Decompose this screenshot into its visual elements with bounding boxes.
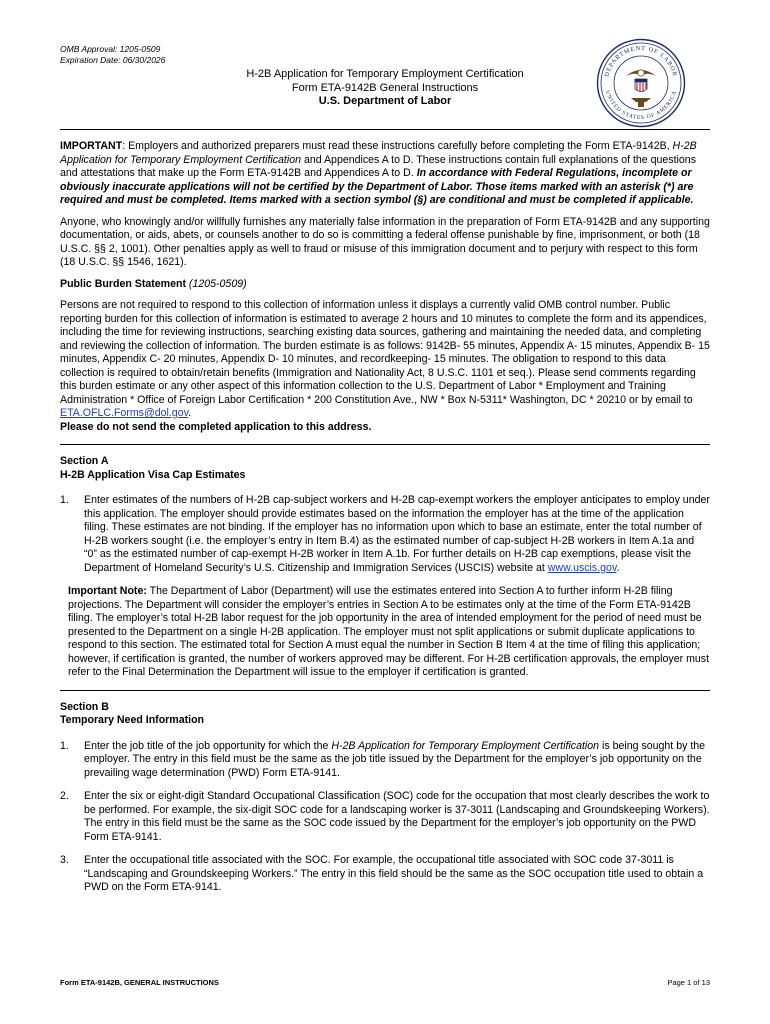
burden-heading	[60, 278, 710, 292]
footer-form-label: Form ETA-9142B, GENERAL INSTRUCTIONS	[60, 978, 219, 987]
item-number: 2.	[60, 790, 69, 802]
item-pre: Enter the job title of the job opportunity for which the	[84, 739, 332, 752]
expiration-date: Expiration Date: 06/30/2026	[60, 55, 166, 65]
section-a-item-1	[60, 494, 710, 575]
burden-text: Persons are not required to respond to this collection of information unless it displays a currently valid OMB control number. Public reporting burden for this collection of information is estimated to average 2 hours and 10 minutes to complete the form and its appendices, including the time for reviewing instructions, searching existing data sources, gathering and maintaining the needed data, and completing and reviewing the collection of information. The burden estimate is as follows: 9142B- 55 minutes, Appendix A- 15 minutes, Appendix B- 15 minutes, Appendix C- 20 minutes, Appendix D- 10 minutes, and recordkeeping- 15 minutes. The obligation to respond to this data collection is required to obtain/retain benefits (Immigration and Nationality Act, 8 U.S.C. 1101 et seq.). Please send comments regarding this burden estimate or any other aspect of this information collection to the U.S. Department of Labor * Employment and Training Administration * Office of Foreign Labor Certification * 200 Constitution Ave., NW * Box N-5311* Washington, DC * 20210 or by email to	[60, 299, 710, 406]
item-body: Enter estimates of the numbers of H-2B cap-subject workers and H-2B cap-exempt workers the employer anticipates to employ under this application. The employer should provide estimates based on the information the employer has at the time of the application filing. These estimates are not binding. If the employer has no information upon which to base an estimate, enter the total number of H-2B workers sought (i.e. the employer’s entry in Item B.4) as the estimated number of cap-subject H-2B workers in Item A.1a and “0” as the estimated number of cap-exempt H-2B worker in Item A.1b. For further details on H-2B cap exemptions, please visit the Department of Homeland Security’s U.S. Citizenship and Immigration Services (USCIS) website at	[84, 494, 710, 574]
svg-text:UNITED STATES OF AMERICA: UNITED STATES OF AMERICA	[603, 90, 679, 122]
burden-after-email: .	[188, 407, 192, 419]
title-line-2: Form ETA-9142B General Instructions	[291, 81, 479, 94]
burden-paragraph	[60, 299, 710, 434]
svg-text:DEPARTMENT OF LABOR: DEPARTMENT OF LABOR	[603, 44, 679, 78]
important-note	[68, 585, 710, 680]
important-note-text: The Department of Labor (Department) will use the estimates entered into Section A to further inform H-2B filing projections. The Department will consider the employer’s entries in Section A to be estimates only at the time of the Form ETA-9142B filing. The employer’s total H-2B labor request for the job opportunity in the area of intended employment for the period of need must be presented to the Department on a single H-2B application. The employer must not split applications or submit duplicate applications to respond to this section. The estimated total for Section A must equal the number in Section B Item 4 at the time of filing this application; however, if certification is granted, the number of workers approved may be different. For H-2B certification approvals, the employer must refer to the Final Determination the Department will issue to the employer if certification is granted.	[68, 585, 710, 678]
section-b-item-2	[60, 790, 710, 844]
important-note-label: Important Note:	[68, 585, 147, 597]
footer-page-number: Page 1 of 13	[667, 978, 710, 987]
item-number: 1.	[60, 739, 69, 752]
uscis-link[interactable]: www.uscis.gov	[547, 561, 617, 574]
section-b-divider	[60, 690, 710, 691]
section-b-label: Section B	[60, 700, 109, 713]
section-a-heading	[60, 455, 710, 482]
item-text: Enter the six or eight-digit Standard Occupational Classification (SOC) code for the occupation that most clearly describes the work to be performed. For example, the six-digit SOC code for a landscaping worker is 37-3011 (Landscaping and Groundskeeping Workers). The entry in this field must be the same as the SOC code issued by the Department for the employer’s job opportunity on the PWD Form ETA-9141.	[84, 790, 710, 843]
title-line-1: H-2B Application for Temporary Employment Certification	[246, 68, 524, 80]
burden-heading-label: Public Burden Statement	[60, 277, 186, 290]
section-b-heading	[60, 701, 710, 728]
important-bold-text: In accordance with Federal Regulations, incomplete or obviously inaccurate applications will not be certified by the Department of Labor. Those items marked with an asterisk (*) are required and must be completed. Items marked with a section symbol (§) are conditional and must be completed if applicable.	[60, 167, 694, 206]
item-number: 3.	[60, 854, 69, 866]
important-text-2: and Appendices A to D. These instructions contain full explanations of the questions and attestations that make up the Form ETA-9142B and Appendices A to D.	[60, 153, 696, 179]
item-end: .	[616, 561, 620, 574]
burden-code: (1205-0509)	[188, 277, 247, 290]
section-a-title: H-2B Application Visa Cap Estimates	[60, 468, 246, 481]
important-label: IMPORTANT	[60, 140, 123, 152]
section-a-label: Section A	[60, 455, 109, 467]
burden-bold-note: Please do not send the completed application to this address.	[60, 420, 372, 433]
important-form-name: H-2B Application for Temporary Employment Certification	[60, 140, 697, 166]
important-paragraph	[60, 140, 710, 208]
title-line-3: U.S. Department of Labor	[318, 95, 452, 107]
item-number: 1.	[60, 494, 69, 506]
document-body	[60, 140, 710, 905]
section-a-divider	[60, 444, 710, 445]
item-text: Enter the occupational title associated with the SOC. For example, the occupational title associated with SOC code 37-3011 is “Landscaping and Groundskeeping Workers.” The entry in this field should be the same as the SOC occupation title used to obtain a PWD on the Form ETA-9141.	[84, 854, 704, 893]
item-text	[84, 494, 710, 575]
item-text	[84, 740, 710, 781]
document-title	[0, 68, 770, 109]
section-b-title: Temporary Need Information	[60, 714, 205, 726]
section-b-item-3	[60, 854, 710, 895]
item-post: is being sought by the employer. The entry in this field must be the same as the job title issued by the Department for the employer’s job opportunity on the prevailing wage determination (PWD) Form ETA-9141.	[84, 739, 706, 779]
penalty-paragraph: Anyone, who knowingly and/or willfully furnishes any materially false information in the preparation of Form ETA-9142B and any supporting documentation, or aids, abets, or counsels another to do so is committing a federal offense punishable by fine, imprisonment, or both (18 U.S.C. §§ 2, 1001). Other penalties apply as well to fraud or misuse of this immigration document and to perjury with respect to this form (18 U.S.C. §§ 1546, 1621).	[60, 215, 710, 268]
burden-email-link[interactable]: ETA.OFLC.Forms@dol.gov	[60, 407, 189, 419]
important-text-1: : Employers and authorized preparers must read these instructions carefully before completing the Form ETA-9142B,	[122, 140, 673, 152]
omb-approval: OMB Approval: 1205-0509	[60, 44, 161, 54]
section-b-item-1	[60, 740, 710, 781]
header-divider	[60, 129, 710, 130]
item-form-name: H-2B Application for Temporary Employment Certification	[331, 739, 600, 752]
omb-info	[60, 44, 165, 66]
